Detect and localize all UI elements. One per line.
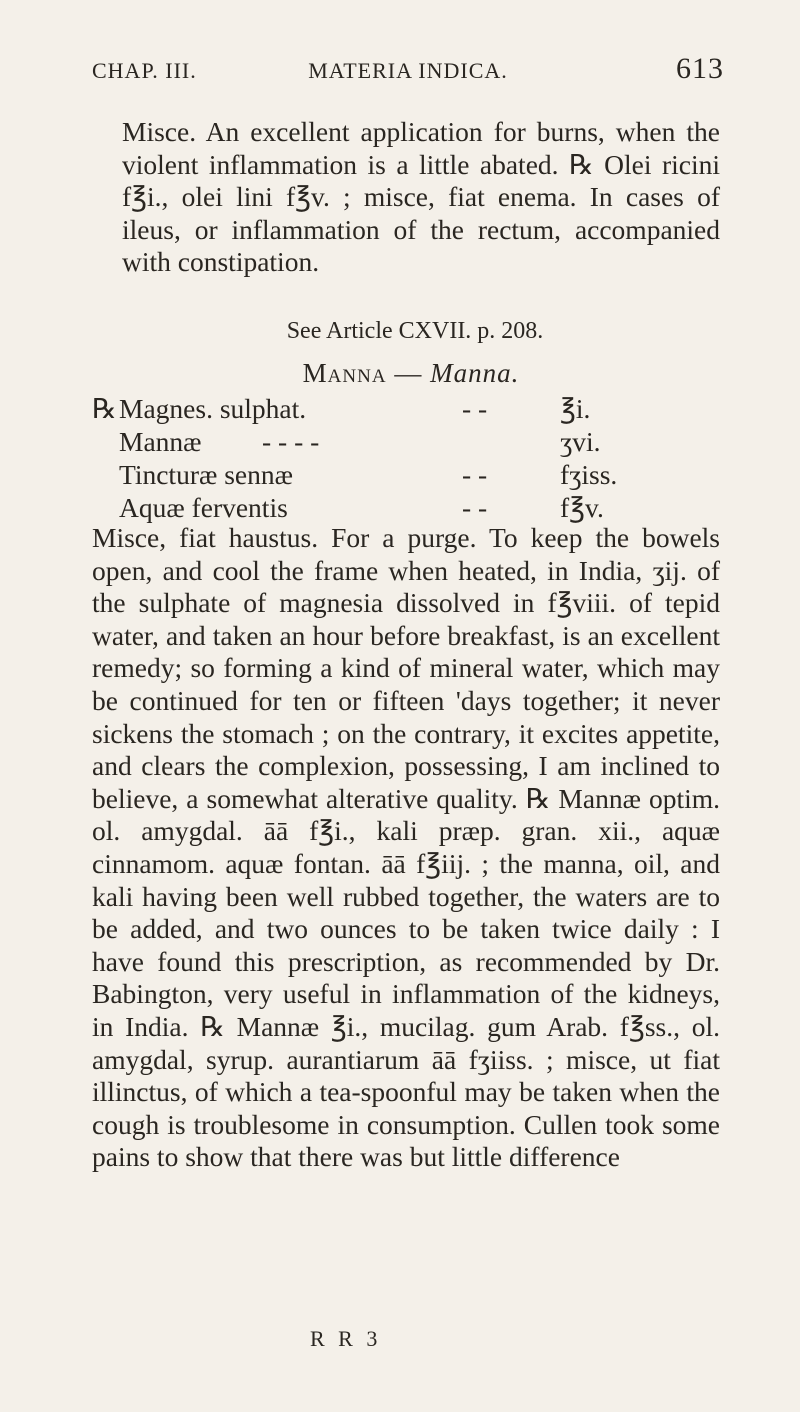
section-heading-manna	[0, 358, 800, 389]
heading-separator: —	[394, 358, 423, 388]
header-title: MATERIA INDICA.	[308, 58, 508, 83]
see-article-reference: See Article CXVII. p. 208.	[286, 318, 544, 344]
ingredient-quantity: f℥v.	[560, 492, 604, 523]
ingredient-name: Tincturæ sennæ	[119, 459, 293, 490]
paragraph-text: Misce. An excellent application for burns, when the violent inflammation is a little abated. ℞ Olei ricini f℥i., olei lini f℥v. ; misce, fiat enema. In cases of ileus, or inflammation of the rectum, accompanied with constipation.	[122, 116, 720, 278]
signature-mark: R R 3	[310, 1326, 382, 1351]
ingredient-quantity: fʒiss.	[560, 459, 618, 490]
leader-dashes: - -	[462, 459, 488, 490]
ingredient-quantity: ℥i.	[560, 393, 591, 424]
ingredient-name: Aquæ ferventis	[119, 492, 288, 523]
heading-name: Manna	[302, 358, 387, 388]
paragraph-burns	[92, 116, 720, 279]
prescription-row	[92, 392, 662, 425]
paragraph-manna-uses	[92, 522, 720, 1174]
ingredient-name: Magnes. sulphat.	[119, 393, 307, 424]
leader-dashes: - -	[462, 393, 488, 424]
prescription-row	[92, 425, 662, 458]
leader-dashes: - - - -	[262, 426, 320, 457]
page-number: 613	[676, 52, 724, 85]
ingredient-quantity: ʒvi.	[560, 426, 601, 457]
chapter-label: CHAP. III.	[92, 58, 197, 83]
heading-latin: Manna.	[430, 358, 520, 388]
paragraph-text: Misce, fiat haustus. For a purge. To keep the bowels open, and cool the frame when heated, in India, ʒij. of the sulphate of magnesia dissolved in f℥viii. of tepid water, and taken an hour before breakfast, is an excellent remedy; so forming a kind of mineral water, which may be continued for ten or fifteen 'days together; it never sickens the stomach ; on the contrary, it excites appetite, and clears the complexion, possessing, I am inclined to believe, a somewhat alterative quality. ℞ Mannæ optim. ol. amygdal. āā f℥i., kali præp. gran. xii., aquæ cinnamom. aquæ fontan. āā f℥iij. ; the manna, oil, and kali having been well rubbed together, the waters are to be added, and two ounces to be taken twice daily : I have found this prescription, as recommended by Dr. Babington, very useful in inflammation of the kidneys, in India. ℞ Mannæ ℥i., mucilag. gum Arab. f℥ss., ol. amygdal, syrup. aurantiarum āā fʒiiss. ; misce, ut fiat illinctus, of which a tea-spoonful may be taken when the cough is troublesome in consumption. Cullen took some pains to show that there was but little difference	[92, 522, 720, 1173]
ingredient-name: Mannæ	[119, 426, 202, 457]
prescription-row	[92, 491, 662, 524]
recipe-symbol: ℞	[92, 393, 117, 424]
running-header	[92, 52, 724, 98]
prescription-table	[92, 392, 662, 524]
leader-dashes: - -	[462, 492, 488, 523]
prescription-row	[92, 458, 662, 491]
